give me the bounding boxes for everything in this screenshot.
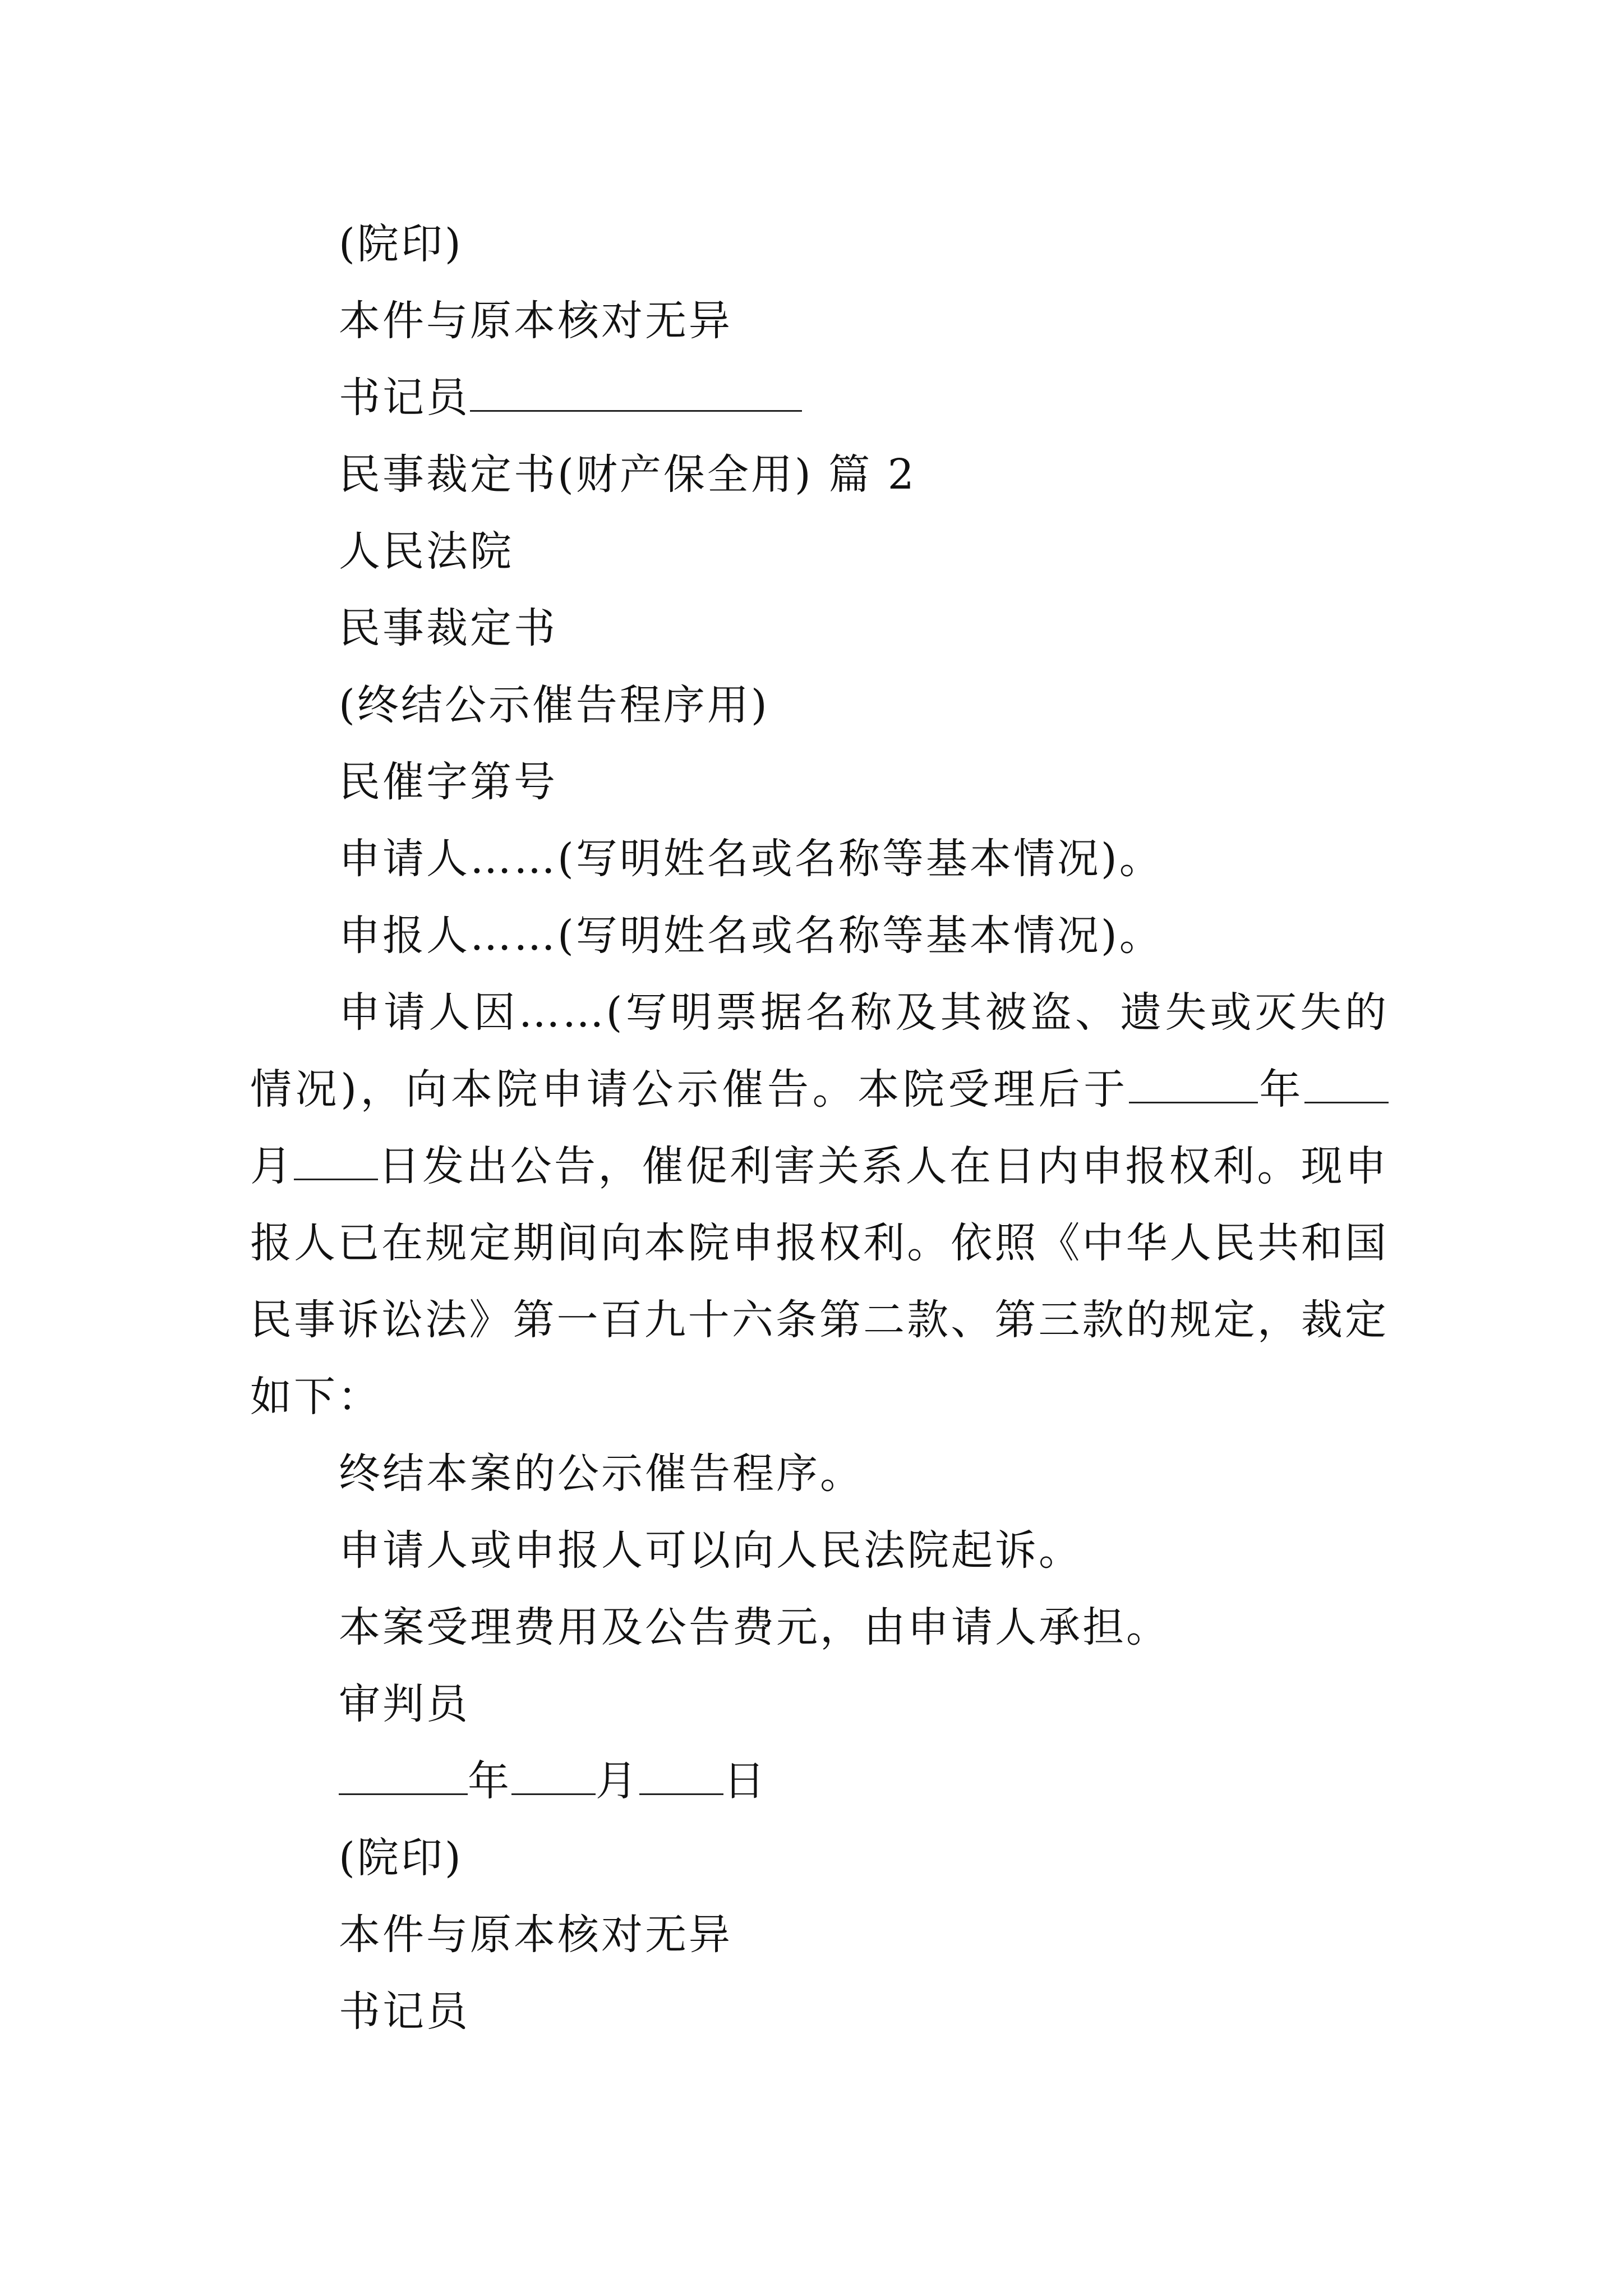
court-seal-label: (院印) (339, 220, 463, 268)
copy-verified-text: 本件与原本核对无异 (339, 297, 732, 345)
date-line (339, 1753, 767, 1809)
court-name: 人民法院 (339, 527, 514, 576)
document-title: 民事裁定书 (339, 604, 557, 652)
judge-label: 审判员 (339, 1680, 470, 1728)
clerk-line (339, 370, 802, 426)
date-month-blank (511, 1757, 596, 1795)
body-paragraph (250, 974, 1389, 1435)
clerk-label: 书记员 (339, 374, 470, 422)
year-blank (1129, 1066, 1258, 1103)
ruling-item-3: 本案受理费用及公告费元，由申请人承担。 (339, 1603, 1170, 1651)
paragraph-month: 月 (250, 1142, 294, 1190)
ruling-item-1: 终结本案的公示催告程序。 (339, 1450, 864, 1498)
clerk-signature-blank (470, 374, 802, 412)
ruling-item-2: 申请人或申报人可以向人民法院起诉。 (339, 1526, 1082, 1575)
copy-verified-text-2: 本件与原本核对无异 (339, 1911, 732, 1959)
date-day-blank (639, 1757, 723, 1795)
case-number: 民催字第号 (339, 758, 557, 806)
day-blank-1 (294, 1143, 378, 1180)
paragraph-part1: 申请人因……(写明票据名称及其被盗、遗失或灭失的情况)，向本院申请公示催告。本院受理后于 (250, 988, 1389, 1114)
declarant-line: 申报人……(写明姓名或名称等基本情况)。 (339, 912, 1163, 960)
paragraph-year: 年 (1257, 1065, 1305, 1114)
paragraph-part2: 日发出公告，催促利害关系人在日内申报权利。现申报人已在规定期间向本院申报权利。依照《中华人民共和国民事诉讼法》第一百九十六条第二款、第三款的规定，裁定如下： (250, 1142, 1389, 1421)
month-blank-1 (1304, 1066, 1389, 1103)
date-year-blank (339, 1757, 468, 1795)
section-heading: 民事裁定书(财产保全用) 篇 2 (339, 450, 916, 499)
date-year-label: 年 (468, 1757, 511, 1805)
court-seal-label-2: (院印) (339, 1834, 463, 1882)
clerk-label-2: 书记员 (339, 1987, 470, 2036)
applicant-line: 申请人……(写明姓名或名称等基本情况)。 (339, 835, 1163, 883)
date-month-label: 月 (596, 1757, 639, 1805)
date-day-label: 日 (723, 1757, 767, 1805)
document-subtitle: (终结公示催告程序用) (339, 681, 769, 729)
